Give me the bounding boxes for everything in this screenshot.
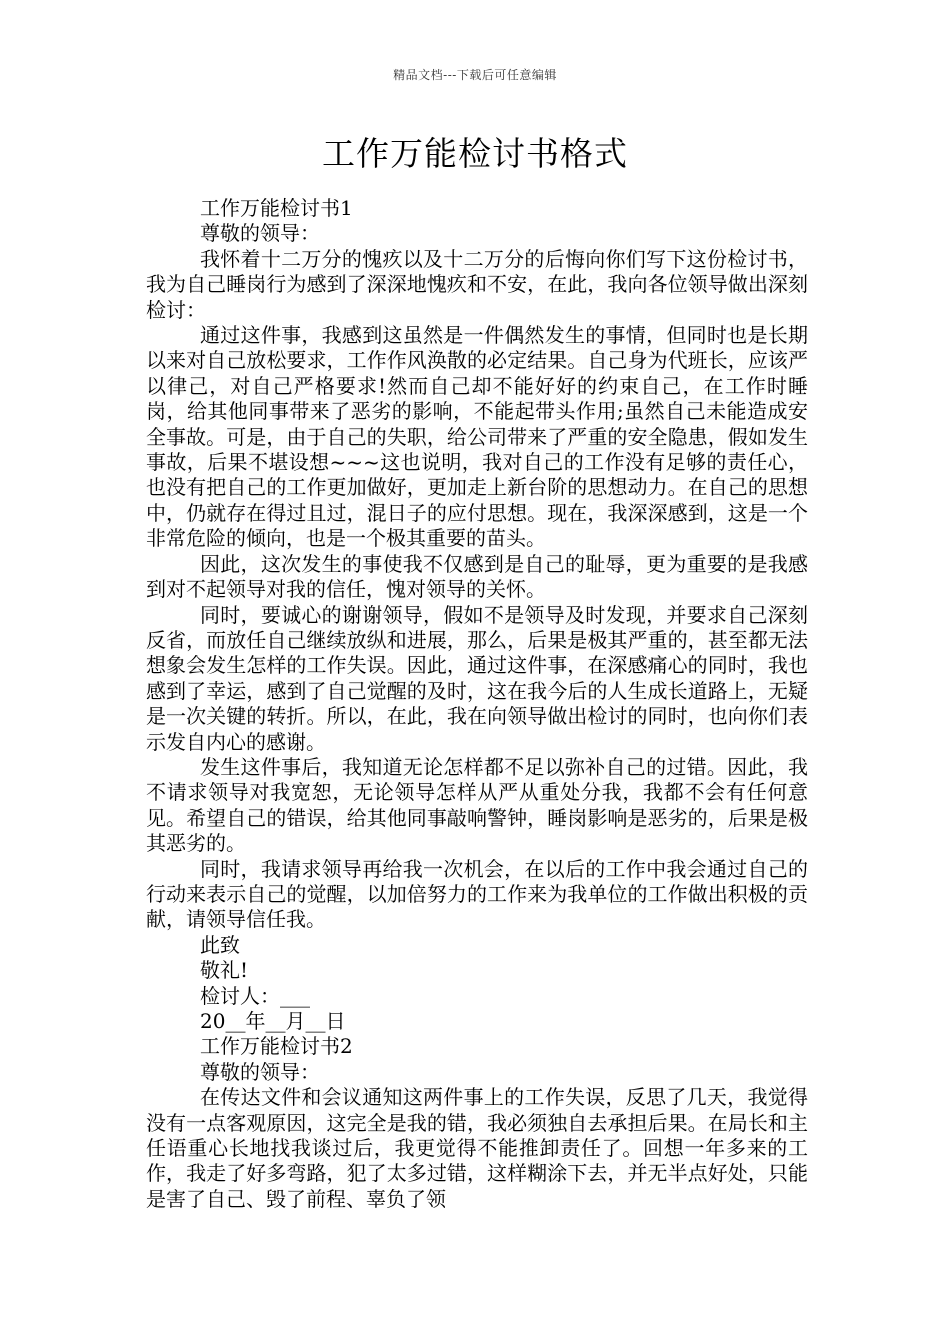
section-heading-2: 工作万能检讨书2 xyxy=(200,1034,353,1059)
section-heading-1: 工作万能检讨书1 xyxy=(200,196,353,220)
closing-line: 敬礼! xyxy=(200,958,249,983)
body-paragraph: 我怀着十二万分的愧疚以及十二万分的后悔向你们写下这份检讨书，我为自己睡岗行为感到了深深地愧疚和不安，在此，我向各位领导做出深刻检讨： xyxy=(146,246,808,322)
body-paragraph: 同时，要诚心的谢谢领导，假如不是领导及时发现，并要求自己深刻反省，而放任自己继续放纵和进展，那么，后果是极其严重的，甚至都无法想象会发生怎样的工作失误。因此，通过这件事，在深感痛心的同时，我也感到了幸运，感到了自己觉醒的及时，这在我今后的人生成长道路上，无疑是一次关键的转折。所以，在此，我在向领导做出检讨的同时，也向你们表示发自内心的感谢。 xyxy=(146,602,808,754)
salutation: 尊敬的领导： xyxy=(200,221,320,246)
body-paragraph: 发生这件事后，我知道无论怎样都不足以弥补自己的过错。因此，我不请求领导对我宽恕，无论领导怎样从严从重处分我，我都不会有任何意见。希望自己的错误，给其他同事敲响警钟，睡岗影响是恶劣的，后果是极其恶劣的。 xyxy=(146,754,808,856)
date-line: 20__年__月__日 xyxy=(200,1009,346,1033)
body-paragraph: 在传达文件和会议通知这两件事上的工作失误，反思了几天，我觉得没有一点客观原因，这完全是我的错，我必须独自去承担后果。在局长和主任语重心长地找我谈过后，我更觉得不能推卸责任了。回想一年多来的工作，我走了好多弯路，犯了太多过错，这样糊涂下去，并无半点好处，只能是害了自己、毁了前程、辜负了领 xyxy=(146,1085,808,1211)
salutation: 尊敬的领导： xyxy=(200,1059,320,1084)
signature-line: 检讨人：___ xyxy=(200,983,310,1008)
document-body xyxy=(146,196,808,1212)
closing-line: 此致 xyxy=(200,932,240,957)
header-note: 精品文档---下载后可任意编辑 xyxy=(393,68,557,82)
body-paragraph: 因此，这次发生的事使我不仅感到是自己的耻辱，更为重要的是我感到对不起领导对我的信任，愧对领导的关怀。 xyxy=(146,551,808,602)
body-paragraph: 同时，我请求领导再给我一次机会，在以后的工作中我会通过自己的行动来表示自己的觉醒，以加倍努力的工作来为我单位的工作做出积极的贡献，请领导信任我。 xyxy=(146,856,808,932)
document-title: 工作万能检讨书格式 xyxy=(322,134,628,173)
body-paragraph: 通过这件事，我感到这虽然是一件偶然发生的事情，但同时也是长期以来对自己放松要求，工作作风涣散的必定结果。自己身为代班长，应该严以律己，对自己严格要求!然而自己却不能好好的约束自己，在工作时睡岗，给其他同事带来了恶劣的影响，不能起带头作用;虽然自己未能造成安全事故。可是，由于自己的失职，给公司带来了严重的安全隐患，假如发生事故，后果不堪设想~~~这也说明，我对自己的工作没有足够的责任心，也没有把自己的工作更加做好，更加走上新台阶的思想动力。在自己的思想中，仍就存在得过且过，混日子的应付思想。现在，我深深感到，这是一个非常危险的倾向，也是一个极其重要的苗头。 xyxy=(146,323,808,551)
